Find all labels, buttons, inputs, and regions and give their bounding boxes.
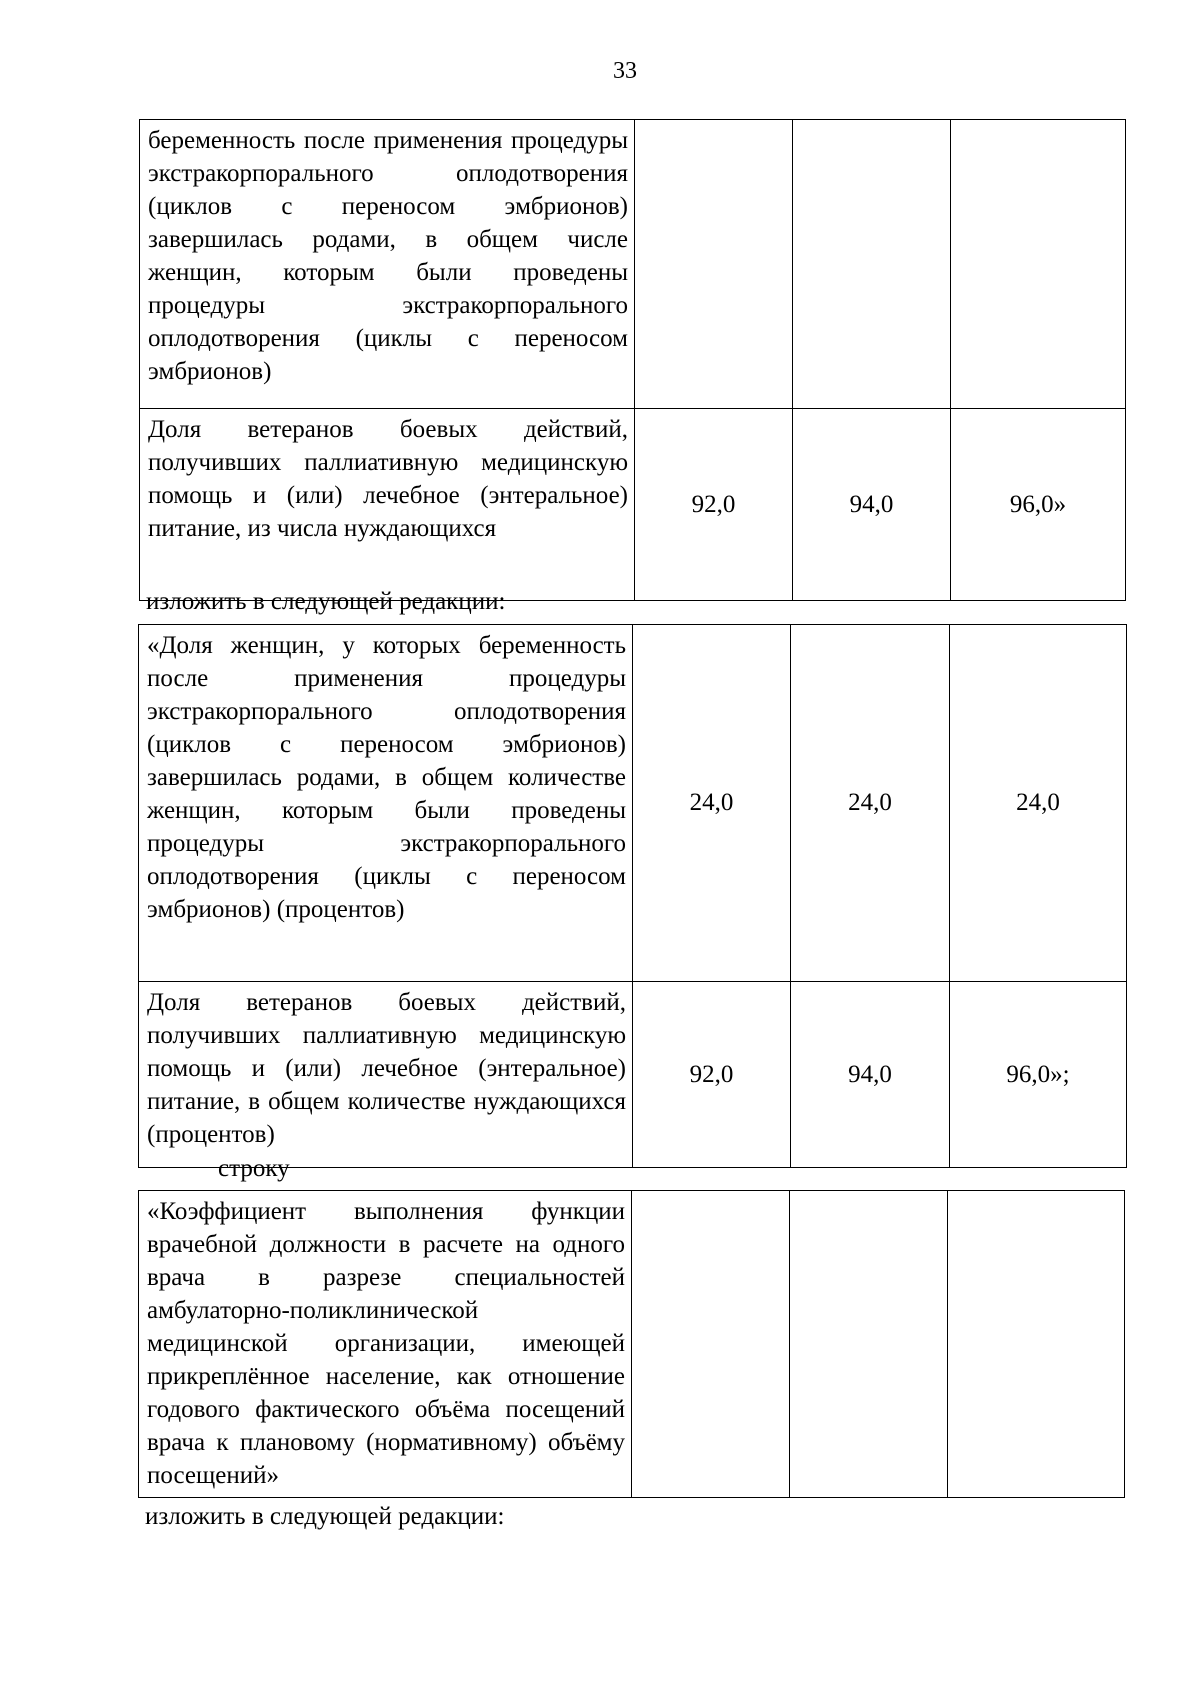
value-cell-2: 94,0 <box>791 982 950 1168</box>
indicator-description: «Доля женщин, у которых беременность после применения процедуры экстракорпорального оплодотворения (циклов с переносом эмбрионов) завершилась родами, в общем количестве женщин, которым были проведены процедуры экстракорпорального оплодотворения (циклы с переносом эмбрионов) (процентов) <box>139 625 633 982</box>
instruction-caption: строку <box>218 1155 290 1182</box>
value-cell-3: 96,0» <box>951 409 1126 601</box>
value-cell-1 <box>635 120 793 409</box>
value-cell-2 <box>793 120 951 409</box>
coefficient-table-old <box>138 1190 1125 1498</box>
value-cell-2: 24,0 <box>791 625 950 982</box>
value-cell-2: 94,0 <box>793 409 951 601</box>
instruction-caption: изложить в следующей редакции: <box>145 1503 505 1530</box>
table-row <box>139 982 1127 1168</box>
indicator-description: «Коэффициент выполнения функции врачебной должности в расчете на одного врача в разрезе специальностей амбулаторно-поликлинической медицинской организации, имеющей прикреплённое население, как отношение годового фактического объёма посещений врача к плановому (нормативному) объёму посещений» <box>139 1191 632 1498</box>
value-cell-1 <box>632 1191 790 1498</box>
indicator-table-new <box>138 624 1127 1168</box>
value-cell-2 <box>790 1191 948 1498</box>
value-cell-1: 92,0 <box>633 982 791 1168</box>
table-row <box>139 625 1127 982</box>
indicator-description: беременность после применения процедуры экстракорпорального оплодотворения (циклов с переносом эмбрионов) завершилась родами, в общем числе женщин, которым были проведены процедуры экстракорпорального оплодотворения (циклы с переносом эмбрионов) <box>140 120 635 409</box>
value-cell-3 <box>951 120 1126 409</box>
instruction-caption: изложить в следующей редакции: <box>146 588 506 615</box>
value-cell-3: 24,0 <box>950 625 1127 982</box>
indicator-description: Доля ветеранов боевых действий, получивших паллиативную медицинскую помощь и (или) лечебное (энтеральное) питание, из числа нуждающихся <box>140 409 635 601</box>
value-cell-3 <box>948 1191 1125 1498</box>
indicator-description: Доля ветеранов боевых действий, получивших паллиативную медицинскую помощь и (или) лечебное (энтеральное) питание, в общем количестве нуждающихся (процентов) <box>139 982 633 1168</box>
table-row <box>139 1191 1125 1498</box>
value-cell-1: 24,0 <box>633 625 791 982</box>
value-cell-1: 92,0 <box>635 409 793 601</box>
page-number: 33 <box>613 58 637 84</box>
value-cell-3: 96,0»; <box>950 982 1127 1168</box>
table-row <box>140 409 1126 601</box>
indicator-table-old <box>139 119 1126 601</box>
table-row <box>140 120 1126 409</box>
